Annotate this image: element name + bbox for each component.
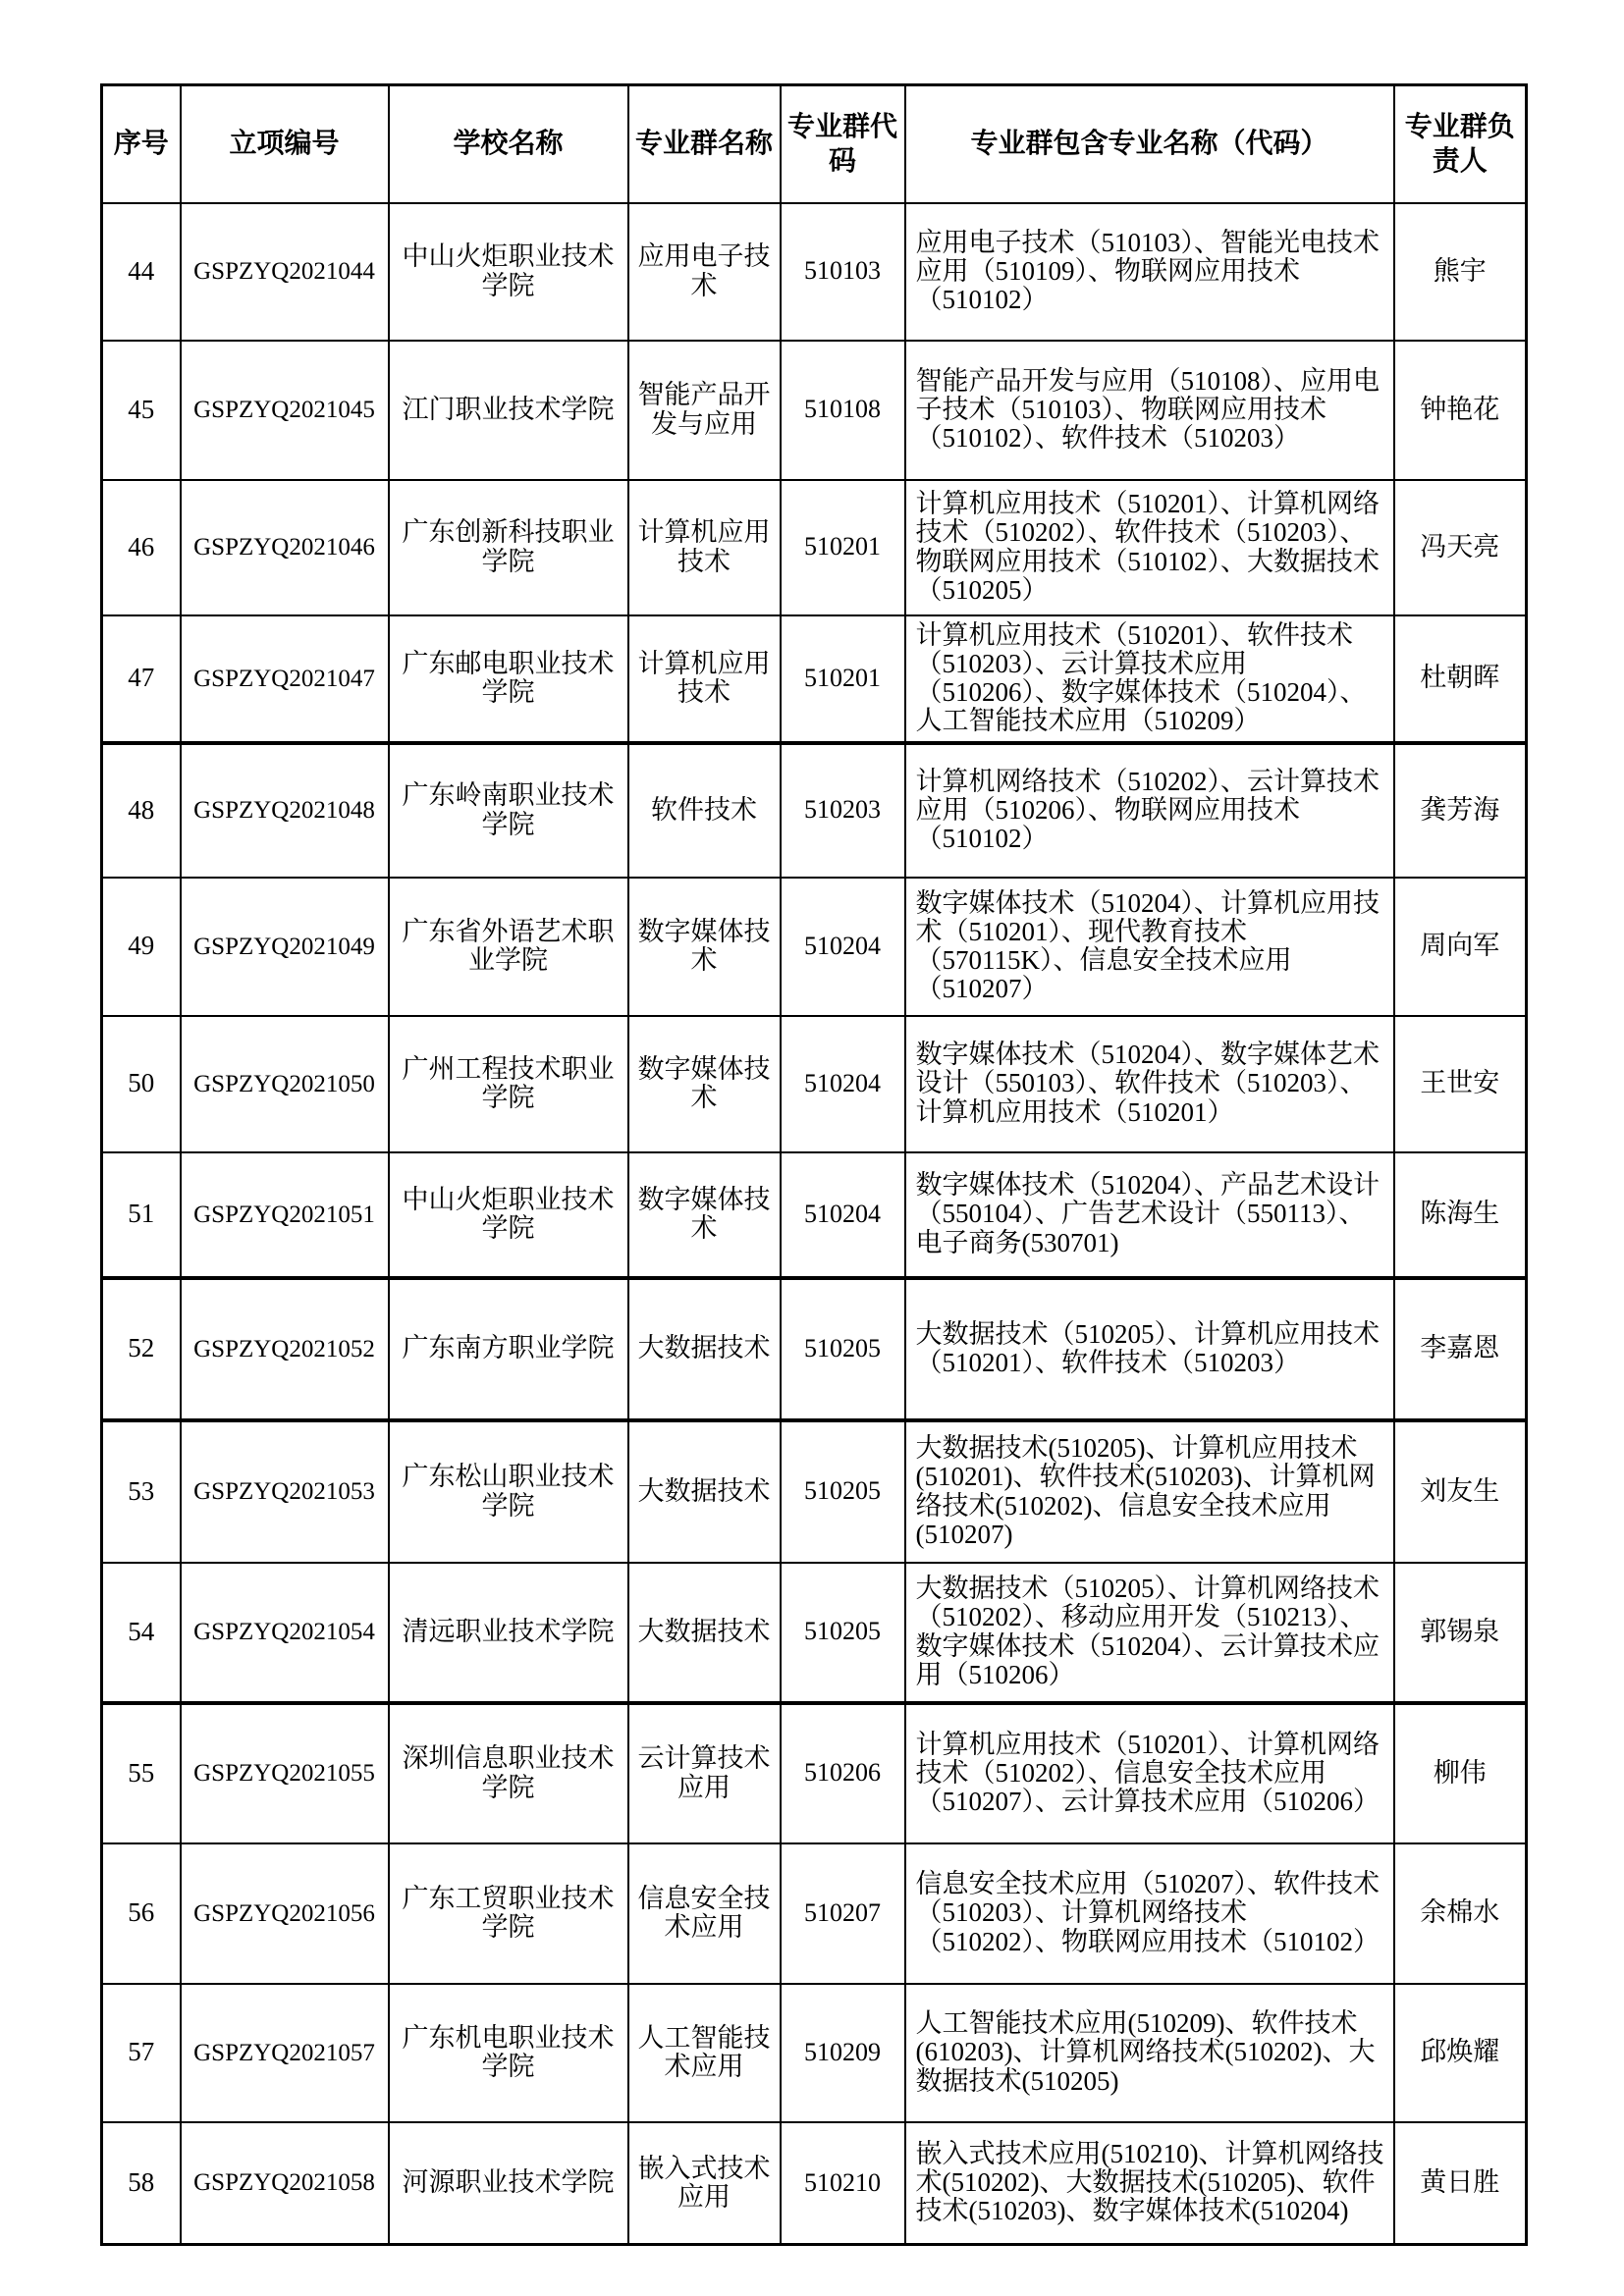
table-row	[102, 2122, 1527, 2245]
project-id-cell: GSPZYQ2021051	[181, 1152, 389, 1278]
majors-cell: 智能产品开发与应用（510108）、应用电子技术（510103）、物联网应用技术（510102）、软件技术（510203）	[905, 341, 1394, 480]
group-name-cell: 信息安全技术应用	[628, 1843, 781, 1984]
school-cell: 广东南方职业学院	[389, 1278, 628, 1420]
group-code-cell: 510204	[781, 1016, 905, 1152]
school-cell: 广东机电职业技术学院	[389, 1984, 628, 2122]
majors-cell: 计算机应用技术（510201）、软件技术（510203）、云计算技术应用（510206）、数字媒体技术（510204）、人工智能技术应用（510209）	[905, 615, 1394, 743]
project-id-cell: GSPZYQ2021053	[181, 1420, 389, 1563]
seq-cell: 51	[102, 1152, 181, 1278]
seq-cell: 54	[102, 1563, 181, 1703]
group-name-cell: 计算机应用技术	[628, 480, 781, 615]
group-code-cell: 510108	[781, 341, 905, 480]
group-name-cell: 大数据技术	[628, 1278, 781, 1420]
project-id-cell: GSPZYQ2021052	[181, 1278, 389, 1420]
seq-cell: 58	[102, 2122, 181, 2245]
group-name-cell: 应用电子技术	[628, 203, 781, 341]
table-row	[102, 1703, 1527, 1843]
seq-cell: 48	[102, 743, 181, 878]
group-code-cell: 510205	[781, 1278, 905, 1420]
project-id-cell: GSPZYQ2021047	[181, 615, 389, 743]
table-row	[102, 1563, 1527, 1703]
table-row	[102, 203, 1527, 341]
leader-cell: 黄日胜	[1394, 2122, 1527, 2245]
project-id-cell: GSPZYQ2021049	[181, 878, 389, 1016]
group-name-cell: 数字媒体技术	[628, 878, 781, 1016]
table-row	[102, 1420, 1527, 1563]
header-group-name: 专业群名称	[628, 85, 781, 203]
project-id-cell: GSPZYQ2021058	[181, 2122, 389, 2245]
majors-cell: 计算机应用技术（510201）、计算机网络技术（510202）、信息安全技术应用（510207）、云计算技术应用（510206）	[905, 1703, 1394, 1843]
group-name-cell: 云计算技术应用	[628, 1703, 781, 1843]
leader-cell: 王世安	[1394, 1016, 1527, 1152]
table-header-row	[102, 85, 1527, 203]
seq-cell: 44	[102, 203, 181, 341]
header-project-id: 立项编号	[181, 85, 389, 203]
header-seq: 序号	[102, 85, 181, 203]
school-cell: 清远职业技术学院	[389, 1563, 628, 1703]
header-school-name: 学校名称	[389, 85, 628, 203]
project-id-cell: GSPZYQ2021057	[181, 1984, 389, 2122]
group-name-cell: 计算机应用技术	[628, 615, 781, 743]
school-cell: 广东创新科技职业学院	[389, 480, 628, 615]
seq-cell: 57	[102, 1984, 181, 2122]
group-name-cell: 智能产品开发与应用	[628, 341, 781, 480]
group-name-cell: 数字媒体技术	[628, 1016, 781, 1152]
majors-cell: 计算机网络技术（510202）、云计算技术应用（510206）、物联网应用技术（510102）	[905, 743, 1394, 878]
group-name-cell: 数字媒体技术	[628, 1152, 781, 1278]
majors-cell: 信息安全技术应用（510207）、软件技术（510203）、计算机网络技术（510202）、物联网应用技术（510102）	[905, 1843, 1394, 1984]
table-row	[102, 1278, 1527, 1420]
leader-cell: 余棉水	[1394, 1843, 1527, 1984]
group-name-cell: 软件技术	[628, 743, 781, 878]
seq-cell: 49	[102, 878, 181, 1016]
project-id-cell: GSPZYQ2021048	[181, 743, 389, 878]
seq-cell: 50	[102, 1016, 181, 1152]
majors-cell: 应用电子技术（510103）、智能光电技术应用（510109）、物联网应用技术（510102）	[905, 203, 1394, 341]
group-code-cell: 510204	[781, 878, 905, 1016]
group-code-cell: 510207	[781, 1843, 905, 1984]
leader-cell: 柳伟	[1394, 1703, 1527, 1843]
project-id-cell: GSPZYQ2021054	[181, 1563, 389, 1703]
group-code-cell: 510205	[781, 1563, 905, 1703]
project-id-cell: GSPZYQ2021044	[181, 203, 389, 341]
school-cell: 广东邮电职业技术学院	[389, 615, 628, 743]
table-row	[102, 341, 1527, 480]
group-name-cell: 人工智能技术应用	[628, 1984, 781, 2122]
header-group-code: 专业群代码	[781, 85, 905, 203]
majors-cell: 嵌入式技术应用(510210)、计算机网络技术(510202)、大数据技术(510205)、软件技术(510203)、数字媒体技术(510204)	[905, 2122, 1394, 2245]
group-name-cell: 嵌入式技术应用	[628, 2122, 781, 2245]
school-cell: 中山火炬职业技术学院	[389, 203, 628, 341]
majors-cell: 人工智能技术应用(510209)、软件技术(610203)、计算机网络技术(510202)、大数据技术(510205)	[905, 1984, 1394, 2122]
majors-cell: 数字媒体技术（510204）、计算机应用技术（510201）、现代教育技术（570115K）、信息安全技术应用（510207）	[905, 878, 1394, 1016]
table-row	[102, 878, 1527, 1016]
leader-cell: 钟艳花	[1394, 341, 1527, 480]
school-cell: 广东工贸职业技术学院	[389, 1843, 628, 1984]
seq-cell: 56	[102, 1843, 181, 1984]
majors-cell: 大数据技术(510205)、计算机应用技术(510201)、软件技术(510203)、计算机网络技术(510202)、信息安全技术应用(510207)	[905, 1420, 1394, 1563]
school-cell: 广东岭南职业技术学院	[389, 743, 628, 878]
project-id-cell: GSPZYQ2021056	[181, 1843, 389, 1984]
group-code-cell: 510203	[781, 743, 905, 878]
leader-cell: 周向军	[1394, 878, 1527, 1016]
seq-cell: 52	[102, 1278, 181, 1420]
table-row	[102, 1984, 1527, 2122]
project-approval-table	[100, 83, 1528, 2246]
leader-cell: 李嘉恩	[1394, 1278, 1527, 1420]
table-row	[102, 1152, 1527, 1278]
leader-cell: 杜朝晖	[1394, 615, 1527, 743]
seq-cell: 46	[102, 480, 181, 615]
seq-cell: 47	[102, 615, 181, 743]
group-name-cell: 大数据技术	[628, 1563, 781, 1703]
seq-cell: 55	[102, 1703, 181, 1843]
school-cell: 广东松山职业技术学院	[389, 1420, 628, 1563]
school-cell: 广州工程技术职业学院	[389, 1016, 628, 1152]
seq-cell: 45	[102, 341, 181, 480]
group-code-cell: 510205	[781, 1420, 905, 1563]
leader-cell: 郭锡泉	[1394, 1563, 1527, 1703]
leader-cell: 龚芳海	[1394, 743, 1527, 878]
school-cell: 河源职业技术学院	[389, 2122, 628, 2245]
majors-cell: 数字媒体技术（510204）、产品艺术设计（550104）、广告艺术设计（550113）、电子商务(530701)	[905, 1152, 1394, 1278]
leader-cell: 冯天亮	[1394, 480, 1527, 615]
leader-cell: 刘友生	[1394, 1420, 1527, 1563]
project-id-cell: GSPZYQ2021055	[181, 1703, 389, 1843]
project-id-cell: GSPZYQ2021046	[181, 480, 389, 615]
group-name-cell: 大数据技术	[628, 1420, 781, 1563]
school-cell: 江门职业技术学院	[389, 341, 628, 480]
project-id-cell: GSPZYQ2021045	[181, 341, 389, 480]
group-code-cell: 510206	[781, 1703, 905, 1843]
majors-cell: 计算机应用技术（510201）、计算机网络技术（510202）、软件技术（510203）、物联网应用技术（510102）、大数据技术（510205）	[905, 480, 1394, 615]
group-code-cell: 510204	[781, 1152, 905, 1278]
school-cell: 中山火炬职业技术学院	[389, 1152, 628, 1278]
seq-cell: 53	[102, 1420, 181, 1563]
table-row	[102, 1016, 1527, 1152]
header-group-leader: 专业群负责人	[1394, 85, 1527, 203]
header-included-majors: 专业群包含专业名称（代码）	[905, 85, 1394, 203]
school-cell: 广东省外语艺术职业学院	[389, 878, 628, 1016]
school-cell: 深圳信息职业技术学院	[389, 1703, 628, 1843]
group-code-cell: 510201	[781, 615, 905, 743]
leader-cell: 熊宇	[1394, 203, 1527, 341]
group-code-cell: 510210	[781, 2122, 905, 2245]
group-code-cell: 510209	[781, 1984, 905, 2122]
leader-cell: 陈海生	[1394, 1152, 1527, 1278]
majors-cell: 数字媒体技术（510204）、数字媒体艺术设计（550103）、软件技术（510203）、计算机应用技术（510201）	[905, 1016, 1394, 1152]
majors-cell: 大数据技术（510205）、计算机应用技术（510201）、软件技术（510203）	[905, 1278, 1394, 1420]
group-code-cell: 510103	[781, 203, 905, 341]
table-row	[102, 480, 1527, 615]
leader-cell: 邱焕耀	[1394, 1984, 1527, 2122]
table-row	[102, 743, 1527, 878]
table-row	[102, 1843, 1527, 1984]
group-code-cell: 510201	[781, 480, 905, 615]
table-body	[102, 203, 1527, 2245]
project-id-cell: GSPZYQ2021050	[181, 1016, 389, 1152]
majors-cell: 大数据技术（510205）、计算机网络技术（510202）、移动应用开发（510213）、数字媒体技术（510204）、云计算技术应用（510206）	[905, 1563, 1394, 1703]
table-row	[102, 615, 1527, 743]
